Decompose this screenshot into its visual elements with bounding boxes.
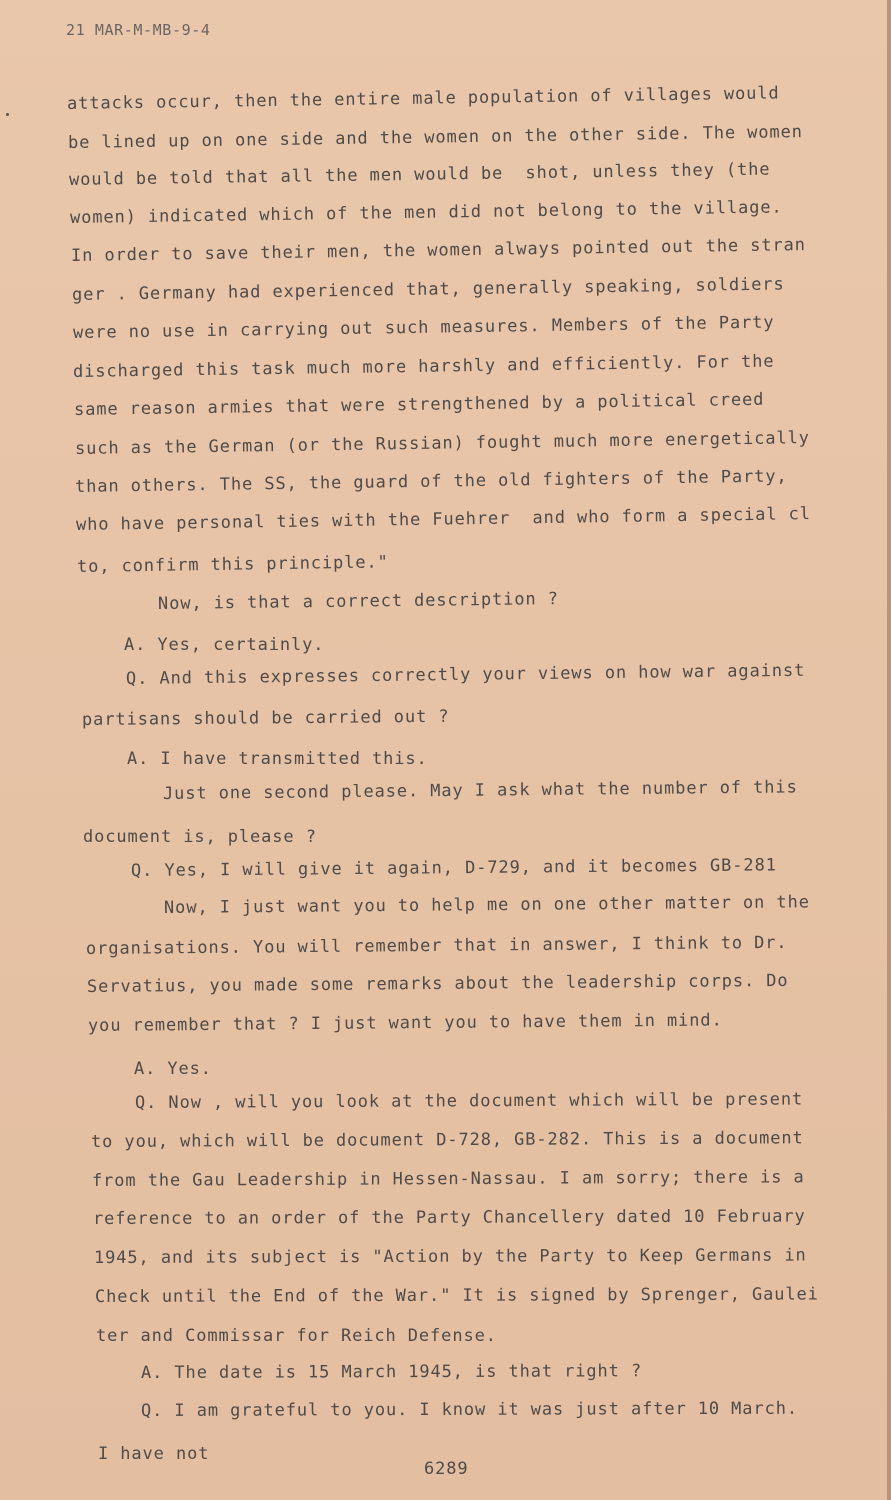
text-line: Now, is that a correct description ? (157, 589, 559, 614)
text-line: Servatius, you made some remarks about the leadership corps. Do (86, 970, 789, 997)
text-line: I have not (98, 1444, 210, 1464)
text-line: ter and Commissar for Reich Defense. (96, 1326, 497, 1346)
text-line: Check until the End of the War." It is signed by Sprenger, Gaulei (94, 1284, 819, 1307)
text-line: would be told that all the men would be shot, unless they (the (68, 159, 771, 190)
text-line: same reason armies that were strengthened by a political creed (73, 389, 765, 420)
margin-mark (6, 113, 9, 116)
text-line: you remember that ? I just want you to have them in mind. (87, 1010, 723, 1036)
text-line: Now, I just want you to help me on one other matter on the (163, 892, 810, 918)
text-line: partisans should be carried out ? (81, 706, 450, 730)
text-line: organisations. You will remember that in answer, I think to Dr. (85, 932, 788, 959)
text-line: such as the German (or the Russian) fought much more energetically (74, 428, 810, 459)
text-line: who have personal ties with the Fuehrer and who form a special cl (75, 504, 811, 535)
document-header-ref: 21 MAR-M-MB-9-4 (66, 21, 211, 39)
text-line: ger . Germany had experienced that, generally speaking, soldiers (71, 274, 785, 305)
text-line: than others. The SS, the guard of the old fighters of the Party, (74, 466, 788, 497)
text-line: Just one second please. May I ask what the number of this (162, 777, 798, 804)
text-line: to you, which will be document D-728, GB-282. This is a document (90, 1128, 804, 1152)
text-line: discharged this task much more harshly and efficiently. For the (72, 351, 775, 382)
text-line: attacks occur, then the entire male population of villages would (66, 83, 780, 114)
text-line: 1945, and its subject is "Action by the Party to Keep Germans in (93, 1245, 807, 1268)
text-line: from the Gau Leadership in Hessen-Nassau. I am sorry; there is a (91, 1167, 805, 1191)
text-line: document is, please ? (83, 827, 317, 847)
text-line: A. The date is 15 March 1945, is that right ? (140, 1361, 643, 1383)
text-line: A. I have transmitted this. (127, 749, 428, 769)
text-line: In order to save their men, the women always pointed out the stran (70, 235, 806, 266)
text-line: A. Yes, certainly. (124, 635, 325, 655)
text-line: be lined up on one side and the women on the other side. The women (67, 122, 803, 153)
text-line: Q. I am grateful to you. I know it was just after 10 March. (140, 1398, 798, 1421)
text-line: A. Yes. (134, 1059, 212, 1079)
text-line: were no use in carrying out such measures. Members of the Party (72, 312, 775, 343)
text-line: to, confirm this principle." (76, 552, 389, 577)
text-line: women) indicated which of the men did not belong to the village. (69, 197, 783, 228)
text-line: Q. Now , will you look at the document which will be present (134, 1089, 804, 1113)
text-line: Q. Yes, I will give it again, D-729, and it becomes GB-281 (130, 855, 777, 881)
page-number: 6289 (424, 1459, 469, 1479)
text-line: Q. And this expresses correctly your views on how war against (125, 660, 806, 689)
text-line: reference to an order of the Party Chancellery dated 10 February (92, 1206, 806, 1229)
